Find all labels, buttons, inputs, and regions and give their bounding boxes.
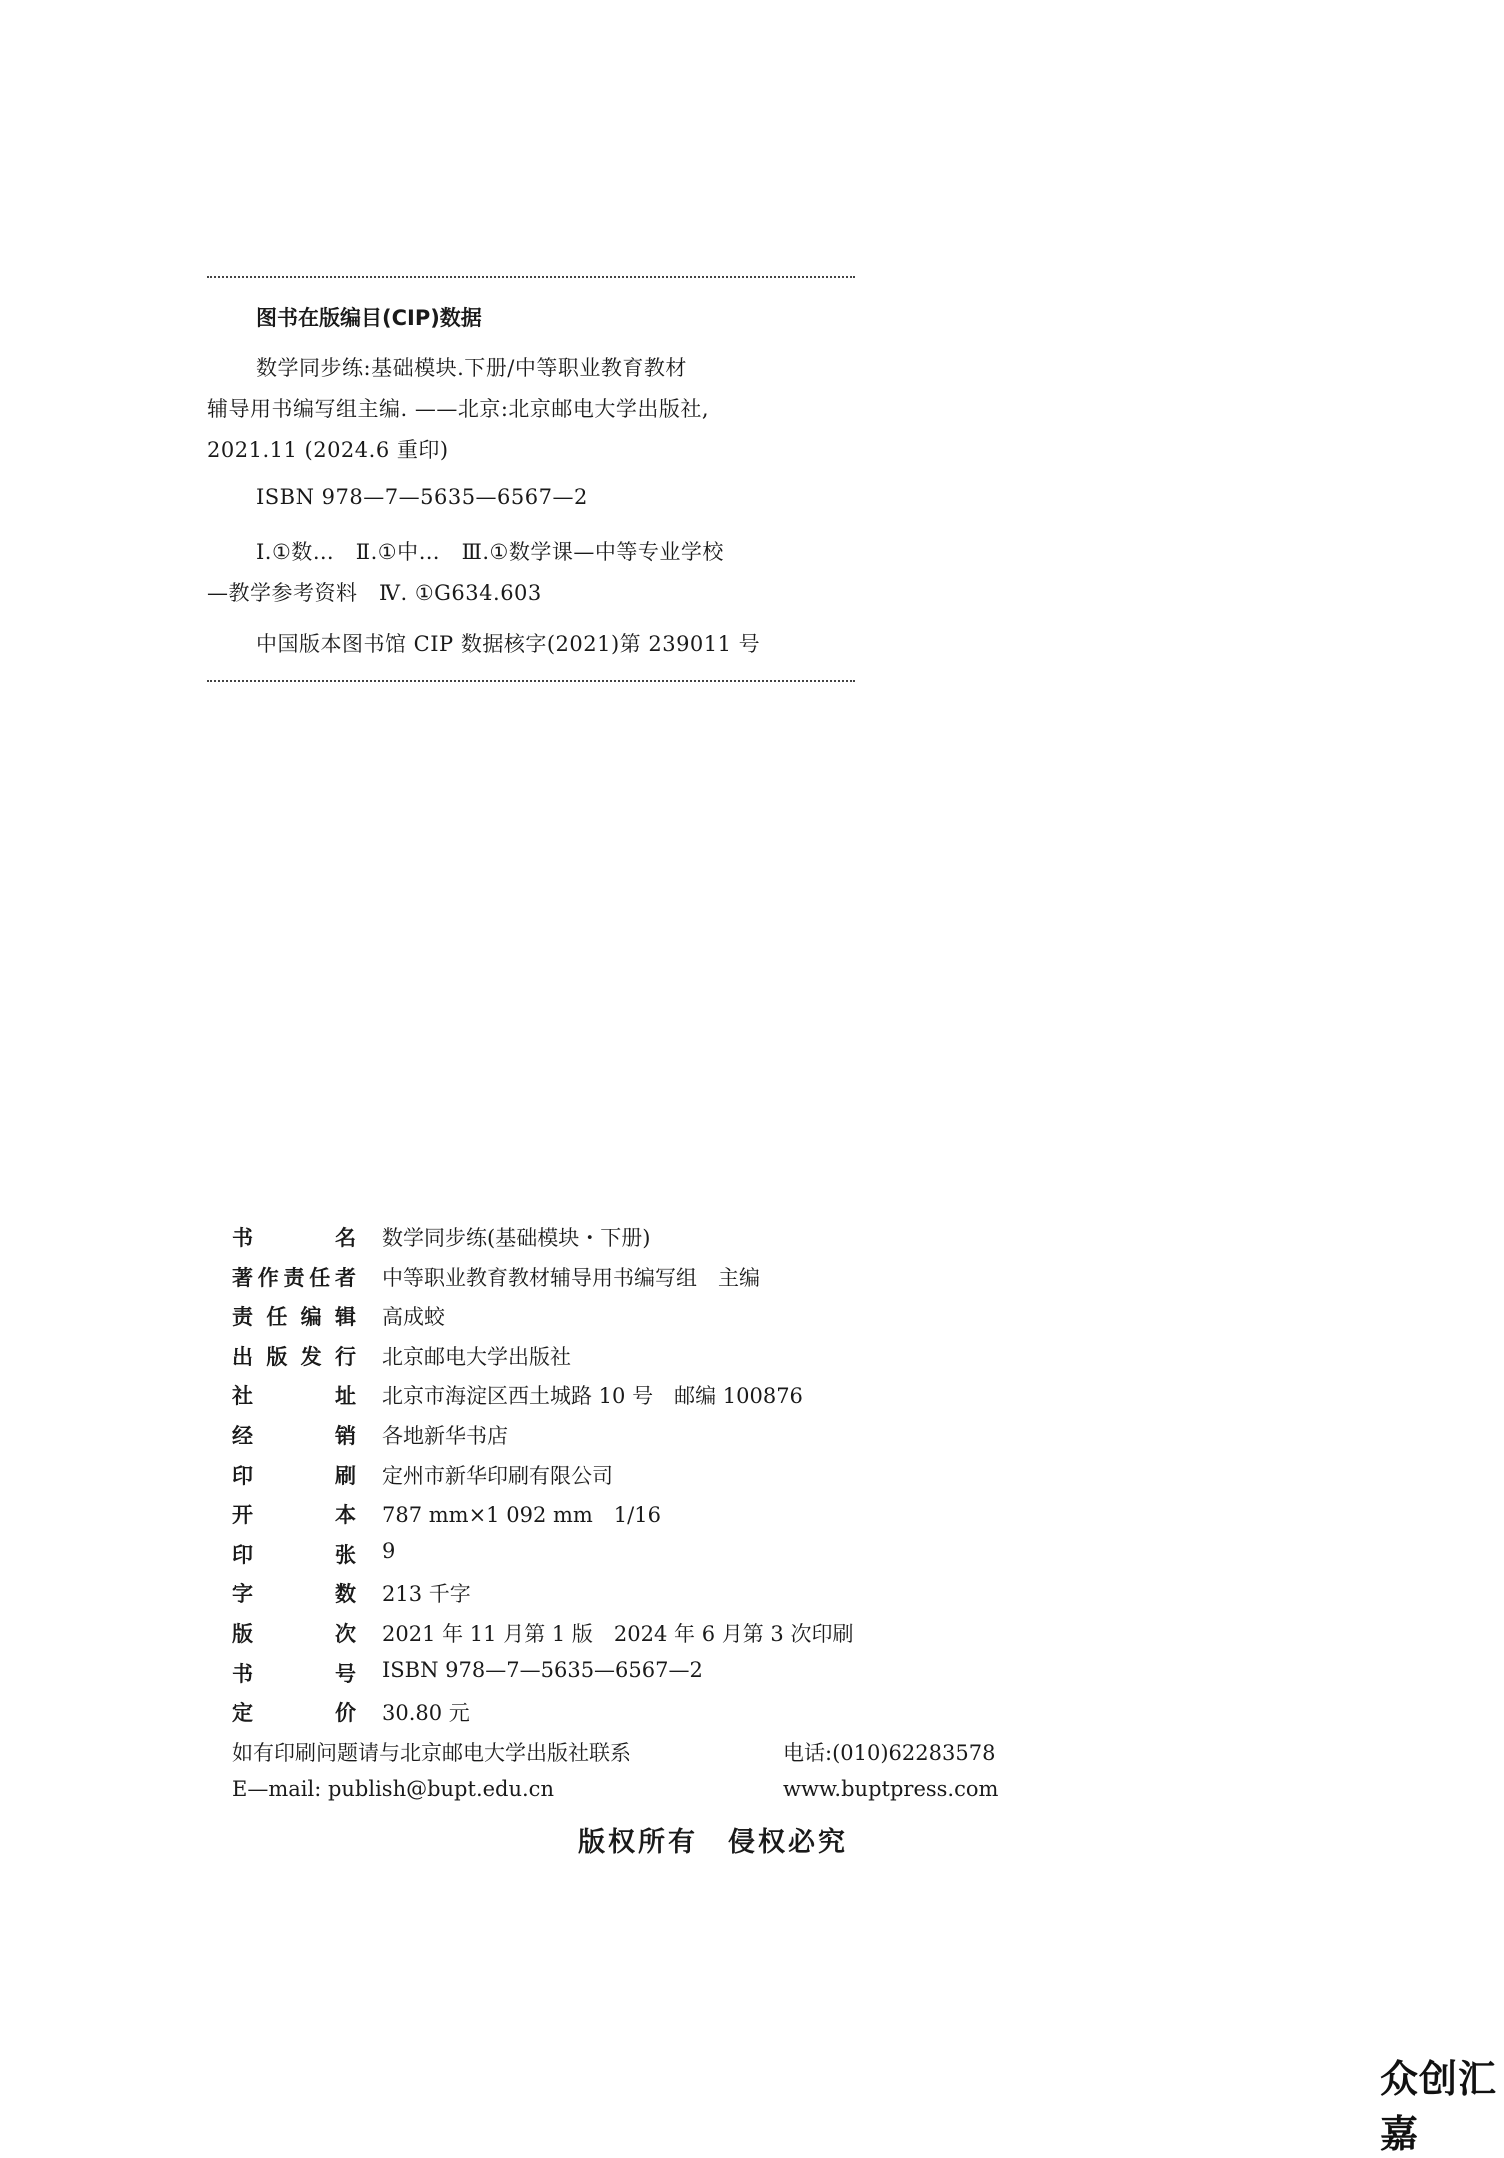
info-label [232, 1618, 356, 1648]
info-value: 9 [382, 1538, 396, 1563]
info-label [232, 1658, 356, 1688]
info-label-char: 书 [232, 1226, 253, 1250]
info-label-char: 任 [309, 1265, 331, 1290]
cip-line-1: 数学同步练:基础模块.下册/中等职业教育教材 [256, 356, 687, 380]
info-label-char: 编 [300, 1305, 322, 1330]
cip-classification-2: —教学参考资料 Ⅳ. ①G634.603 [207, 581, 542, 605]
cip-line-3: 2021.11 (2024.6 重印) [207, 438, 449, 462]
info-label-char: 字 [232, 1582, 253, 1607]
info-label [232, 1420, 356, 1450]
info-label-char: 作 [257, 1265, 279, 1290]
info-label-char: 版 [266, 1344, 288, 1369]
info-value: 787 mm×1 092 mm 1/16 [382, 1503, 661, 1528]
info-label-char: 责 [232, 1305, 253, 1330]
cip-line-2: 辅导用书编写组主编. ——北京:北京邮电大学出版社, [207, 397, 710, 421]
contact-website: www.buptpress.com [783, 1777, 999, 1801]
cip-classification-1: Ⅰ.①数… Ⅱ.①中… Ⅲ.①数学课—中等专业学校 [256, 540, 724, 564]
info-label-char: 印 [232, 1542, 253, 1567]
info-value: 30.80 元 [382, 1701, 470, 1726]
info-value: 各地新华书店 [382, 1424, 508, 1448]
info-label-char: 印 [232, 1463, 253, 1488]
info-label [232, 1697, 356, 1727]
info-value: 定州市新华印刷有限公司 [382, 1463, 613, 1488]
info-value: 中等职业教育教材辅导用书编写组 主编 [382, 1265, 760, 1290]
contact-notice: 如有印刷问题请与北京邮电大学出版社联系 [232, 1741, 631, 1765]
info-label-char: 名 [335, 1226, 356, 1250]
info-label-char: 发 [300, 1344, 322, 1369]
info-label-char: 数 [335, 1582, 356, 1607]
info-label [232, 1341, 356, 1371]
info-label-char: 次 [335, 1622, 356, 1646]
info-label-char: 址 [335, 1384, 356, 1409]
info-value: 北京市海淀区西土城路 10 号 邮编 100876 [382, 1384, 803, 1409]
info-label-char: 出 [232, 1344, 253, 1369]
info-value: 2021 年 11 月第 1 版 2024 年 6 月第 3 次印刷 [382, 1622, 854, 1646]
info-label-char: 辑 [334, 1305, 356, 1330]
cip-title: 图书在版编目(CIP)数据 [256, 306, 482, 330]
cip-number: 中国版本图书馆 CIP 数据核字(2021)第 239011 号 [256, 632, 761, 656]
info-label [232, 1301, 356, 1331]
cip-bottom-divider [207, 680, 855, 682]
info-label-char: 版 [232, 1622, 253, 1646]
info-label [232, 1222, 356, 1252]
info-label [232, 1539, 356, 1569]
info-label [232, 1578, 356, 1608]
info-label-char: 书 [232, 1661, 253, 1686]
copyright-notice: 版权所有 侵权必究 [578, 1827, 848, 1858]
info-label-char: 刷 [335, 1463, 356, 1488]
info-label-char: 本 [335, 1503, 356, 1528]
info-label-char: 著 [232, 1265, 253, 1290]
info-label-char: 定 [232, 1701, 253, 1726]
contact-email: E—mail: publish@bupt.edu.cn [232, 1777, 554, 1801]
info-label-char: 任 [266, 1305, 288, 1330]
info-label [232, 1262, 356, 1292]
info-label [232, 1499, 356, 1529]
info-label [232, 1460, 356, 1490]
info-label-char: 经 [232, 1424, 253, 1448]
info-label [232, 1380, 356, 1410]
info-label-char: 开 [232, 1503, 253, 1528]
info-value: ISBN 978—7—5635—6567—2 [382, 1657, 703, 1682]
watermark-logo: 众创汇嘉 [1380, 2057, 1498, 2156]
info-value: 数学同步练(基础模块・下册) [382, 1226, 651, 1250]
info-label-char: 者 [335, 1265, 356, 1290]
contact-phone: 电话:(010)62283578 [783, 1741, 996, 1765]
info-label-char: 号 [335, 1661, 356, 1686]
info-label-char: 价 [335, 1701, 356, 1726]
cip-isbn: ISBN 978—7—5635—6567—2 [256, 485, 588, 509]
info-value: 高成蛟 [382, 1305, 445, 1330]
info-label-char: 行 [334, 1344, 356, 1369]
info-label-char: 社 [232, 1384, 253, 1409]
info-label-char: 责 [283, 1265, 305, 1290]
cip-top-divider [207, 276, 855, 278]
info-label-char: 张 [335, 1542, 356, 1567]
info-label-char: 销 [335, 1424, 356, 1448]
info-value: 北京邮电大学出版社 [382, 1344, 571, 1369]
info-value: 213 千字 [382, 1582, 471, 1607]
